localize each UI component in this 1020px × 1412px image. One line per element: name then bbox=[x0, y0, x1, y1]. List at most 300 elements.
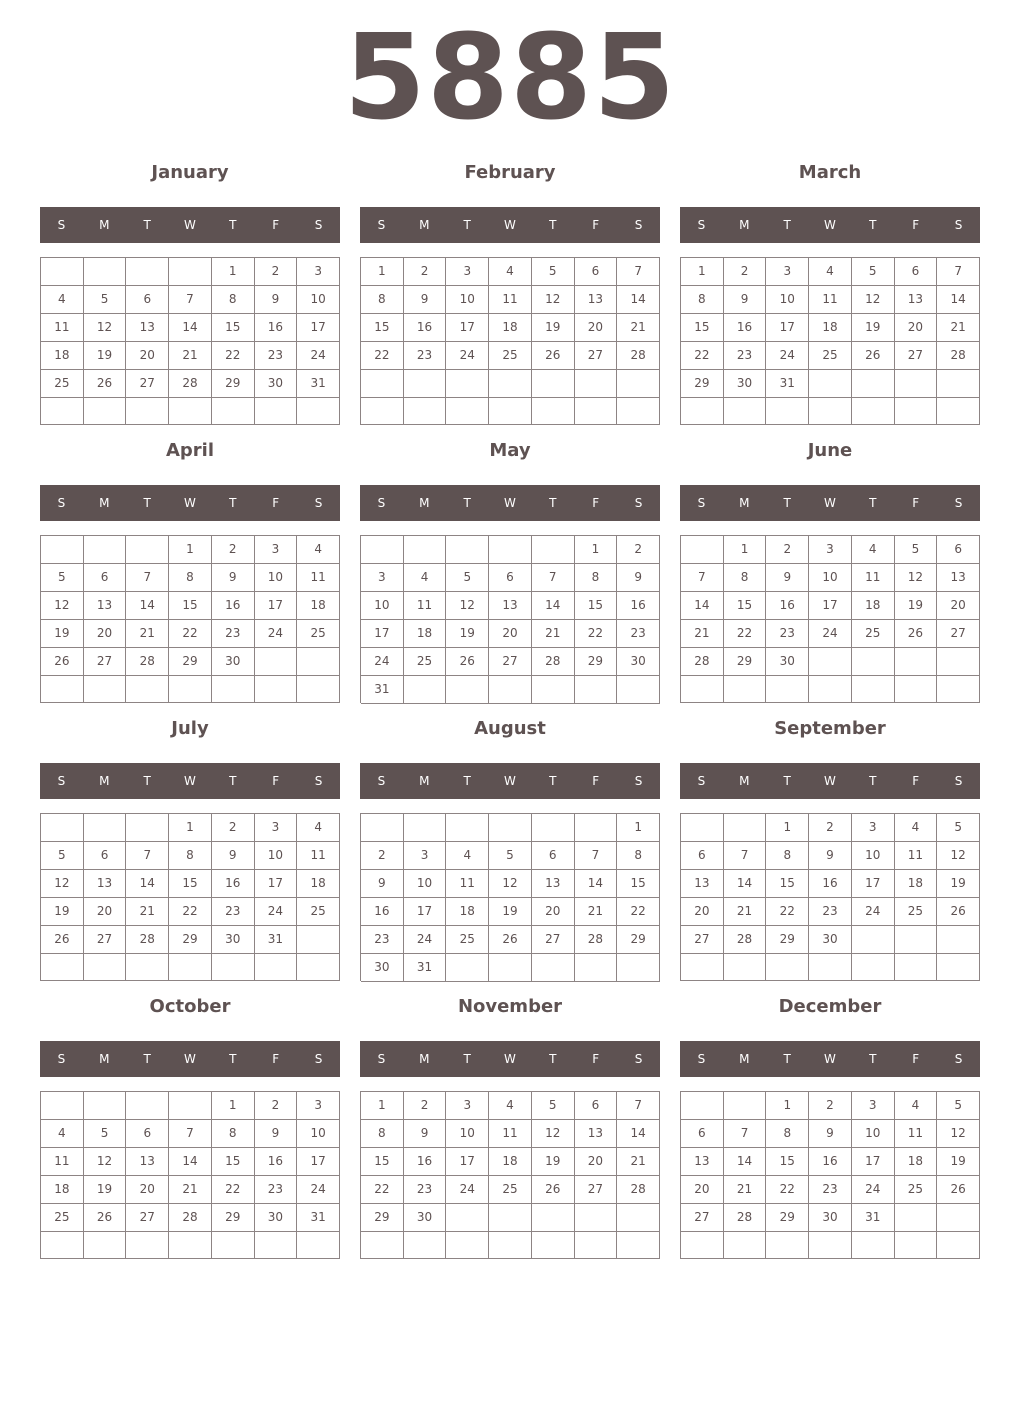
weekday-label: W bbox=[824, 774, 836, 788]
day-cell: 12 bbox=[84, 1148, 127, 1176]
day-cell: 29 bbox=[681, 370, 724, 398]
day-cell: 27 bbox=[532, 926, 575, 954]
day-cell: 9 bbox=[255, 1120, 298, 1148]
empty-day-cell bbox=[84, 1092, 127, 1120]
empty-day-cell bbox=[895, 676, 938, 703]
day-cell: 23 bbox=[212, 898, 255, 926]
weekday-label: S bbox=[314, 1052, 323, 1066]
day-cell: 10 bbox=[255, 842, 298, 870]
empty-day-cell bbox=[361, 536, 404, 564]
day-cell: 7 bbox=[532, 564, 575, 592]
day-cell: 4 bbox=[297, 814, 340, 842]
empty-day-cell bbox=[852, 1232, 895, 1259]
day-cell: 1 bbox=[766, 1092, 809, 1120]
day-cell: 1 bbox=[169, 814, 212, 842]
day-cell: 25 bbox=[895, 898, 938, 926]
empty-day-cell bbox=[724, 1092, 767, 1120]
day-cell: 23 bbox=[724, 342, 767, 370]
empty-day-cell bbox=[809, 954, 852, 981]
day-cell: 29 bbox=[617, 926, 660, 954]
empty-day-cell bbox=[617, 398, 660, 426]
day-cell: 21 bbox=[681, 620, 724, 648]
weekday-label: S bbox=[697, 218, 706, 232]
day-cell: 14 bbox=[681, 592, 724, 620]
day-cell: 31 bbox=[255, 926, 298, 954]
empty-day-cell bbox=[532, 370, 575, 398]
day-cell: 19 bbox=[937, 1148, 980, 1176]
weekday-label: T bbox=[783, 496, 791, 510]
day-cell: 8 bbox=[575, 564, 618, 592]
day-cell: 7 bbox=[937, 258, 980, 286]
weekday-label: T bbox=[229, 218, 237, 232]
day-cell: 23 bbox=[361, 926, 404, 954]
day-cell: 26 bbox=[532, 1176, 575, 1204]
day-cell: 20 bbox=[575, 314, 618, 342]
day-cell: 25 bbox=[297, 620, 340, 648]
weekday-label: W bbox=[184, 1052, 196, 1066]
empty-day-cell bbox=[937, 926, 980, 954]
day-cell: 15 bbox=[724, 592, 767, 620]
weekday-label: S bbox=[57, 774, 66, 788]
day-cell: 3 bbox=[766, 258, 809, 286]
day-cell: 5 bbox=[41, 842, 84, 870]
day-cell: 9 bbox=[255, 286, 298, 314]
empty-day-cell bbox=[617, 676, 660, 704]
empty-day-cell bbox=[489, 814, 532, 842]
weekday-label: F bbox=[912, 496, 920, 510]
day-cell: 12 bbox=[41, 870, 84, 898]
empty-day-cell bbox=[126, 398, 169, 425]
empty-day-cell bbox=[212, 954, 255, 981]
day-cell: 16 bbox=[809, 1148, 852, 1176]
day-cell: 4 bbox=[852, 536, 895, 564]
month-title: August bbox=[474, 718, 546, 739]
weekday-label: F bbox=[272, 218, 280, 232]
day-cell: 6 bbox=[681, 842, 724, 870]
day-cell: 17 bbox=[255, 870, 298, 898]
empty-day-cell bbox=[937, 1204, 980, 1232]
day-cell: 12 bbox=[489, 870, 532, 898]
empty-day-cell bbox=[446, 814, 489, 842]
empty-day-cell bbox=[126, 258, 169, 286]
day-cell: 4 bbox=[297, 536, 340, 564]
day-cell: 2 bbox=[404, 1092, 447, 1120]
empty-day-cell bbox=[852, 370, 895, 398]
empty-day-cell bbox=[617, 1232, 660, 1259]
empty-day-cell bbox=[41, 1092, 84, 1120]
day-grid bbox=[680, 1091, 980, 1259]
day-cell: 30 bbox=[255, 370, 298, 398]
empty-day-cell bbox=[297, 398, 340, 425]
day-cell: 13 bbox=[681, 1148, 724, 1176]
day-cell: 18 bbox=[489, 1148, 532, 1176]
day-cell: 9 bbox=[617, 564, 660, 592]
empty-day-cell bbox=[489, 1204, 532, 1232]
day-cell: 8 bbox=[169, 564, 212, 592]
day-cell: 30 bbox=[212, 648, 255, 676]
day-grid bbox=[360, 535, 660, 703]
empty-day-cell bbox=[489, 398, 532, 426]
day-cell: 23 bbox=[255, 1176, 298, 1204]
day-cell: 11 bbox=[895, 842, 938, 870]
day-cell: 11 bbox=[41, 314, 84, 342]
day-cell: 24 bbox=[255, 620, 298, 648]
empty-day-cell bbox=[895, 1204, 938, 1232]
day-cell: 16 bbox=[809, 870, 852, 898]
day-cell: 13 bbox=[681, 870, 724, 898]
day-cell: 27 bbox=[937, 620, 980, 648]
day-cell: 23 bbox=[255, 342, 298, 370]
day-cell: 6 bbox=[84, 842, 127, 870]
empty-day-cell bbox=[84, 258, 127, 286]
day-cell: 7 bbox=[169, 286, 212, 314]
weekday-label: F bbox=[592, 1052, 600, 1066]
day-cell: 12 bbox=[84, 314, 127, 342]
day-cell: 19 bbox=[895, 592, 938, 620]
day-cell: 22 bbox=[766, 898, 809, 926]
day-cell: 24 bbox=[361, 648, 404, 676]
day-cell: 4 bbox=[489, 1092, 532, 1120]
month-may bbox=[360, 434, 660, 703]
weekday-label: T bbox=[869, 496, 877, 510]
day-cell: 6 bbox=[489, 564, 532, 592]
weekday-header bbox=[680, 1041, 980, 1077]
day-cell: 13 bbox=[126, 314, 169, 342]
weekday-label: F bbox=[272, 774, 280, 788]
day-cell: 9 bbox=[766, 564, 809, 592]
day-cell: 19 bbox=[532, 1148, 575, 1176]
day-cell: 11 bbox=[852, 564, 895, 592]
day-cell: 12 bbox=[937, 842, 980, 870]
empty-day-cell bbox=[297, 676, 340, 703]
day-cell: 25 bbox=[489, 1176, 532, 1204]
day-cell: 18 bbox=[895, 1148, 938, 1176]
day-cell: 23 bbox=[809, 898, 852, 926]
day-cell: 31 bbox=[297, 1204, 340, 1232]
day-cell: 30 bbox=[255, 1204, 298, 1232]
day-cell: 25 bbox=[489, 342, 532, 370]
weekday-label: T bbox=[143, 218, 151, 232]
empty-day-cell bbox=[852, 926, 895, 954]
weekday-label: S bbox=[57, 218, 66, 232]
month-june bbox=[680, 434, 980, 703]
weekday-label: S bbox=[954, 774, 963, 788]
weekday-label: T bbox=[463, 1052, 471, 1066]
day-cell: 9 bbox=[809, 1120, 852, 1148]
weekday-label: F bbox=[272, 496, 280, 510]
day-cell: 1 bbox=[681, 258, 724, 286]
day-cell: 5 bbox=[41, 564, 84, 592]
day-cell: 15 bbox=[617, 870, 660, 898]
empty-day-cell bbox=[852, 648, 895, 676]
day-cell: 8 bbox=[212, 1120, 255, 1148]
month-september bbox=[680, 712, 980, 981]
day-cell: 5 bbox=[84, 1120, 127, 1148]
day-cell: 26 bbox=[84, 370, 127, 398]
empty-day-cell bbox=[809, 370, 852, 398]
day-cell: 6 bbox=[532, 842, 575, 870]
day-cell: 24 bbox=[852, 1176, 895, 1204]
weekday-label: S bbox=[377, 774, 386, 788]
day-cell: 5 bbox=[84, 286, 127, 314]
day-cell: 17 bbox=[255, 592, 298, 620]
weekday-label: S bbox=[697, 774, 706, 788]
day-cell: 27 bbox=[681, 926, 724, 954]
weekday-label: M bbox=[739, 496, 750, 510]
day-cell: 31 bbox=[404, 954, 447, 982]
weekday-label: T bbox=[143, 496, 151, 510]
empty-day-cell bbox=[489, 676, 532, 704]
day-cell: 18 bbox=[297, 870, 340, 898]
day-cell: 10 bbox=[361, 592, 404, 620]
empty-day-cell bbox=[84, 676, 127, 703]
empty-day-cell bbox=[255, 648, 298, 676]
empty-day-cell bbox=[617, 370, 660, 398]
day-cell: 21 bbox=[724, 1176, 767, 1204]
weekday-label: M bbox=[739, 218, 750, 232]
day-cell: 25 bbox=[404, 648, 447, 676]
empty-day-cell bbox=[575, 1232, 618, 1259]
weekday-label: W bbox=[824, 1052, 836, 1066]
day-cell: 6 bbox=[681, 1120, 724, 1148]
day-cell: 29 bbox=[575, 648, 618, 676]
months-grid bbox=[40, 156, 980, 1259]
month-title: September bbox=[774, 718, 886, 739]
day-cell: 8 bbox=[724, 564, 767, 592]
day-cell: 15 bbox=[212, 1148, 255, 1176]
empty-day-cell bbox=[446, 1204, 489, 1232]
day-cell: 13 bbox=[126, 1148, 169, 1176]
day-cell: 7 bbox=[724, 842, 767, 870]
day-grid bbox=[360, 813, 660, 981]
day-cell: 16 bbox=[361, 898, 404, 926]
weekday-label: T bbox=[869, 1052, 877, 1066]
weekday-label: F bbox=[272, 1052, 280, 1066]
day-cell: 18 bbox=[404, 620, 447, 648]
empty-day-cell bbox=[361, 370, 404, 398]
day-cell: 17 bbox=[446, 1148, 489, 1176]
empty-day-cell bbox=[681, 398, 724, 425]
day-cell: 28 bbox=[126, 648, 169, 676]
weekday-label: T bbox=[463, 218, 471, 232]
empty-day-cell bbox=[41, 536, 84, 564]
empty-day-cell bbox=[446, 676, 489, 704]
empty-day-cell bbox=[126, 814, 169, 842]
day-cell: 23 bbox=[404, 1176, 447, 1204]
empty-day-cell bbox=[126, 1232, 169, 1259]
empty-day-cell bbox=[809, 676, 852, 703]
day-cell: 2 bbox=[212, 536, 255, 564]
day-cell: 13 bbox=[895, 286, 938, 314]
day-cell: 1 bbox=[575, 536, 618, 564]
day-cell: 21 bbox=[617, 314, 660, 342]
empty-day-cell bbox=[766, 954, 809, 981]
month-january bbox=[40, 156, 340, 425]
day-cell: 3 bbox=[255, 536, 298, 564]
day-cell: 5 bbox=[937, 1092, 980, 1120]
day-cell: 21 bbox=[169, 1176, 212, 1204]
weekday-label: M bbox=[99, 218, 110, 232]
day-cell: 7 bbox=[126, 842, 169, 870]
empty-day-cell bbox=[724, 954, 767, 981]
day-cell: 8 bbox=[766, 1120, 809, 1148]
empty-day-cell bbox=[617, 1204, 660, 1232]
day-cell: 11 bbox=[297, 842, 340, 870]
empty-day-cell bbox=[404, 536, 447, 564]
day-grid bbox=[680, 535, 980, 703]
day-cell: 30 bbox=[809, 926, 852, 954]
empty-day-cell bbox=[724, 398, 767, 425]
day-cell: 22 bbox=[575, 620, 618, 648]
empty-day-cell bbox=[169, 398, 212, 425]
day-cell: 27 bbox=[575, 342, 618, 370]
day-cell: 5 bbox=[446, 564, 489, 592]
day-grid bbox=[360, 1091, 660, 1259]
month-july bbox=[40, 712, 340, 981]
day-cell: 3 bbox=[297, 1092, 340, 1120]
weekday-label: T bbox=[229, 774, 237, 788]
empty-day-cell bbox=[169, 676, 212, 703]
empty-day-cell bbox=[446, 1232, 489, 1259]
weekday-label: F bbox=[592, 496, 600, 510]
day-cell: 13 bbox=[937, 564, 980, 592]
day-cell: 12 bbox=[532, 1120, 575, 1148]
day-cell: 31 bbox=[297, 370, 340, 398]
weekday-label: M bbox=[419, 218, 430, 232]
day-cell: 6 bbox=[937, 536, 980, 564]
day-cell: 9 bbox=[212, 842, 255, 870]
empty-day-cell bbox=[41, 398, 84, 425]
day-cell: 28 bbox=[575, 926, 618, 954]
weekday-header bbox=[360, 763, 660, 799]
day-cell: 3 bbox=[297, 258, 340, 286]
month-title: October bbox=[149, 996, 231, 1017]
month-december bbox=[680, 990, 980, 1259]
day-cell: 7 bbox=[724, 1120, 767, 1148]
weekday-label: T bbox=[229, 496, 237, 510]
empty-day-cell bbox=[41, 814, 84, 842]
day-cell: 18 bbox=[297, 592, 340, 620]
day-cell: 17 bbox=[297, 1148, 340, 1176]
empty-day-cell bbox=[617, 954, 660, 982]
day-cell: 19 bbox=[937, 870, 980, 898]
weekday-label: T bbox=[783, 1052, 791, 1066]
day-cell: 1 bbox=[724, 536, 767, 564]
day-cell: 28 bbox=[617, 342, 660, 370]
day-cell: 14 bbox=[617, 1120, 660, 1148]
empty-day-cell bbox=[126, 676, 169, 703]
day-cell: 13 bbox=[489, 592, 532, 620]
empty-day-cell bbox=[489, 536, 532, 564]
day-cell: 15 bbox=[169, 592, 212, 620]
day-cell: 10 bbox=[446, 286, 489, 314]
day-cell: 26 bbox=[489, 926, 532, 954]
day-grid bbox=[40, 1091, 340, 1259]
day-cell: 20 bbox=[489, 620, 532, 648]
empty-day-cell bbox=[575, 676, 618, 704]
day-cell: 18 bbox=[852, 592, 895, 620]
day-cell: 10 bbox=[852, 1120, 895, 1148]
month-title: December bbox=[778, 996, 882, 1017]
weekday-label: T bbox=[549, 1052, 557, 1066]
weekday-label: T bbox=[549, 218, 557, 232]
empty-day-cell bbox=[404, 814, 447, 842]
day-cell: 4 bbox=[404, 564, 447, 592]
empty-day-cell bbox=[446, 398, 489, 426]
day-cell: 22 bbox=[169, 898, 212, 926]
day-cell: 14 bbox=[575, 870, 618, 898]
empty-day-cell bbox=[361, 398, 404, 426]
year-title: 5885 bbox=[343, 8, 677, 146]
weekday-label: T bbox=[463, 496, 471, 510]
empty-day-cell bbox=[852, 954, 895, 981]
day-cell: 22 bbox=[212, 1176, 255, 1204]
weekday-label: F bbox=[592, 774, 600, 788]
empty-day-cell bbox=[575, 954, 618, 982]
day-cell: 20 bbox=[84, 898, 127, 926]
day-cell: 17 bbox=[766, 314, 809, 342]
month-title: January bbox=[151, 162, 229, 183]
day-grid bbox=[680, 257, 980, 425]
weekday-label: S bbox=[697, 1052, 706, 1066]
day-cell: 2 bbox=[255, 258, 298, 286]
weekday-label: W bbox=[184, 774, 196, 788]
day-cell: 4 bbox=[41, 1120, 84, 1148]
weekday-header bbox=[40, 763, 340, 799]
day-cell: 8 bbox=[361, 1120, 404, 1148]
day-cell: 3 bbox=[404, 842, 447, 870]
day-cell: 9 bbox=[404, 1120, 447, 1148]
day-cell: 2 bbox=[361, 842, 404, 870]
day-cell: 17 bbox=[809, 592, 852, 620]
day-cell: 15 bbox=[575, 592, 618, 620]
day-cell: 14 bbox=[724, 1148, 767, 1176]
day-cell: 8 bbox=[212, 286, 255, 314]
day-cell: 11 bbox=[404, 592, 447, 620]
weekday-label: S bbox=[377, 218, 386, 232]
weekday-label: S bbox=[634, 1052, 643, 1066]
day-cell: 1 bbox=[766, 814, 809, 842]
day-cell: 27 bbox=[895, 342, 938, 370]
day-grid bbox=[40, 257, 340, 425]
day-cell: 19 bbox=[41, 898, 84, 926]
month-august bbox=[360, 712, 660, 981]
day-cell: 11 bbox=[895, 1120, 938, 1148]
empty-day-cell bbox=[532, 676, 575, 704]
day-cell: 29 bbox=[766, 926, 809, 954]
weekday-label: S bbox=[697, 496, 706, 510]
day-cell: 15 bbox=[766, 870, 809, 898]
empty-day-cell bbox=[489, 954, 532, 982]
day-cell: 9 bbox=[212, 564, 255, 592]
empty-day-cell bbox=[937, 676, 980, 703]
day-cell: 21 bbox=[937, 314, 980, 342]
day-cell: 28 bbox=[126, 926, 169, 954]
day-cell: 21 bbox=[617, 1148, 660, 1176]
empty-day-cell bbox=[895, 370, 938, 398]
empty-day-cell bbox=[297, 648, 340, 676]
empty-day-cell bbox=[446, 954, 489, 982]
day-cell: 10 bbox=[255, 564, 298, 592]
weekday-label: T bbox=[869, 774, 877, 788]
day-cell: 14 bbox=[169, 1148, 212, 1176]
day-cell: 17 bbox=[852, 1148, 895, 1176]
day-cell: 24 bbox=[809, 620, 852, 648]
empty-day-cell bbox=[895, 926, 938, 954]
day-cell: 23 bbox=[766, 620, 809, 648]
weekday-label: T bbox=[143, 774, 151, 788]
empty-day-cell bbox=[532, 954, 575, 982]
